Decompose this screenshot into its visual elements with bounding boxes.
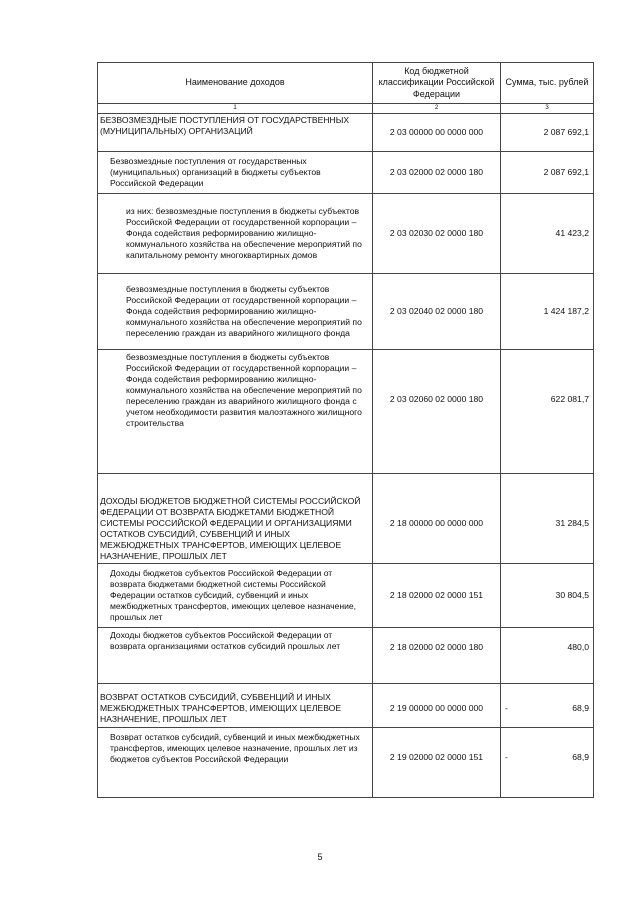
row-code: 2 03 02000 02 0000 180 bbox=[373, 152, 501, 194]
row-code: 2 03 00000 00 0000 000 bbox=[373, 114, 501, 152]
row-sum: 480,0 bbox=[501, 628, 594, 684]
row-name: из них: безвозмездные поступления в бюджеты субъектов Российской Федерации от государственной корпорации – Фонда содействия реформированию жилищно-коммунального хозяйства на обеспечение мероприятий по капитальному ремонту многоквартирных домов bbox=[98, 194, 373, 274]
row-code: 2 18 00000 00 0000 000 bbox=[373, 474, 501, 564]
table-row bbox=[98, 684, 594, 728]
row-name: Безвозмездные поступления от государственных (муниципальных) организаций в бюджеты субъектов Российской Федерации bbox=[98, 152, 373, 194]
column-number: 1 bbox=[98, 104, 373, 114]
row-code: 2 19 02000 02 0000 151 bbox=[373, 728, 501, 798]
revenue-table bbox=[97, 62, 594, 798]
row-minus-sign: - bbox=[505, 752, 508, 762]
row-code: 2 03 02040 02 0000 180 bbox=[373, 274, 501, 350]
table-header-row bbox=[98, 63, 594, 104]
row-name: Доходы бюджетов субъектов Российской Федерации от возврата организациями остатков субсидий прошлых лет bbox=[98, 628, 373, 684]
header-sum: Сумма, тыс. рублей bbox=[501, 63, 594, 104]
row-minus-sign: - bbox=[505, 703, 508, 713]
row-sum: 30 804,5 bbox=[501, 564, 594, 628]
column-number-row bbox=[98, 104, 594, 114]
row-code: 2 19 00000 00 0000 000 bbox=[373, 684, 501, 728]
row-name: Доходы бюджетов субъектов Российской Федерации от возврата бюджетами бюджетной системы Российской Федерации остатков субсидий, субвенций и иных межбюджетных трансфертов, имеющих целевое назначение, прошлых лет bbox=[98, 564, 373, 628]
row-name: Возврат остатков субсидий, субвенций и иных межбюджетных трансфертов, имеющих целевое назначение, прошлых лет из бюджетов субъектов Российской Федерации bbox=[98, 728, 373, 798]
row-sum: 41 423,2 bbox=[501, 194, 594, 274]
row-sum: 1 424 187,2 bbox=[501, 274, 594, 350]
row-name: БЕЗВОЗМЕЗДНЫЕ ПОСТУПЛЕНИЯ ОТ ГОСУДАРСТВЕННЫХ (МУНИЦИПАЛЬНЫХ) ОРГАНИЗАЦИЙ bbox=[98, 114, 373, 152]
table-row bbox=[98, 350, 594, 474]
table-row bbox=[98, 628, 594, 684]
row-code: 2 18 02000 02 0000 180 bbox=[373, 628, 501, 684]
column-number: 2 bbox=[373, 104, 501, 114]
row-code: 2 03 02060 02 0000 180 bbox=[373, 350, 501, 474]
row-sum: 622 081,7 bbox=[501, 350, 594, 474]
row-name: ВОЗВРАТ ОСТАТКОВ СУБСИДИЙ, СУБВЕНЦИЙ И ИНЫХ МЕЖБЮДЖЕТНЫХ ТРАНСФЕРТОВ, ИМЕЮЩИХ ЦЕЛЕВОЕ НАЗНАЧЕНИЕ, ПРОШЛЫХ ЛЕТ bbox=[98, 684, 373, 728]
row-code: 2 18 02000 02 0000 151 bbox=[373, 564, 501, 628]
table-row bbox=[98, 194, 594, 274]
row-sum: 68,9 bbox=[572, 703, 589, 713]
row-name: безвозмездные поступления в бюджеты субъектов Российской Федерации от государственной корпорации – Фонда содействия реформированию жилищно-коммунального хозяйства на обеспечение мероприятий по переселению граждан из аварийного жилищного фонда с учетом необходимости развития малоэтажного жилищного строительства bbox=[98, 350, 373, 474]
row-sum-cell bbox=[501, 684, 594, 728]
row-sum-cell bbox=[501, 728, 594, 798]
row-name: ДОХОДЫ БЮДЖЕТОВ БЮДЖЕТНОЙ СИСТЕМЫ РОССИЙСКОЙ ФЕДЕРАЦИИ ОТ ВОЗВРАТА БЮДЖЕТАМИ БЮДЖЕТНОЙ СИСТЕМЫ РОССИЙСКОЙ ФЕДЕРАЦИИ И ОРГАНИЗАЦИЯМИ ОСТАТКОВ СУБСИДИЙ, СУБВЕНЦИЙ И ИНЫХ МЕЖБЮДЖЕТНЫХ ТРАНСФЕРТОВ, ИМЕЮЩИХ ЦЕЛЕВОЕ НАЗНАЧЕНИЕ, ПРОШЛЫХ ЛЕТ bbox=[98, 474, 373, 564]
row-name: безвозмездные поступления в бюджеты субъектов Российской Федерации от государственной корпорации – Фонда содействия реформированию жилищно-коммунального хозяйства на обеспечение мероприятий по переселению граждан из аварийного жилищного фонда bbox=[98, 274, 373, 350]
table-row bbox=[98, 728, 594, 798]
row-sum: 31 284,5 bbox=[501, 474, 594, 564]
table-row bbox=[98, 114, 594, 152]
table-row bbox=[98, 152, 594, 194]
row-code: 2 03 02030 02 0000 180 bbox=[373, 194, 501, 274]
table-row bbox=[98, 474, 594, 564]
header-name: Наименование доходов bbox=[98, 63, 373, 104]
row-sum: 2 087 692,1 bbox=[501, 152, 594, 194]
table-row bbox=[98, 274, 594, 350]
row-sum: 68,9 bbox=[572, 752, 589, 762]
table-row bbox=[98, 564, 594, 628]
page-number: 5 bbox=[317, 852, 323, 862]
row-sum: 2 087 692,1 bbox=[501, 114, 594, 152]
column-number: 3 bbox=[501, 104, 594, 114]
header-code: Код бюджетной классификации Российской Федерации bbox=[373, 63, 501, 104]
